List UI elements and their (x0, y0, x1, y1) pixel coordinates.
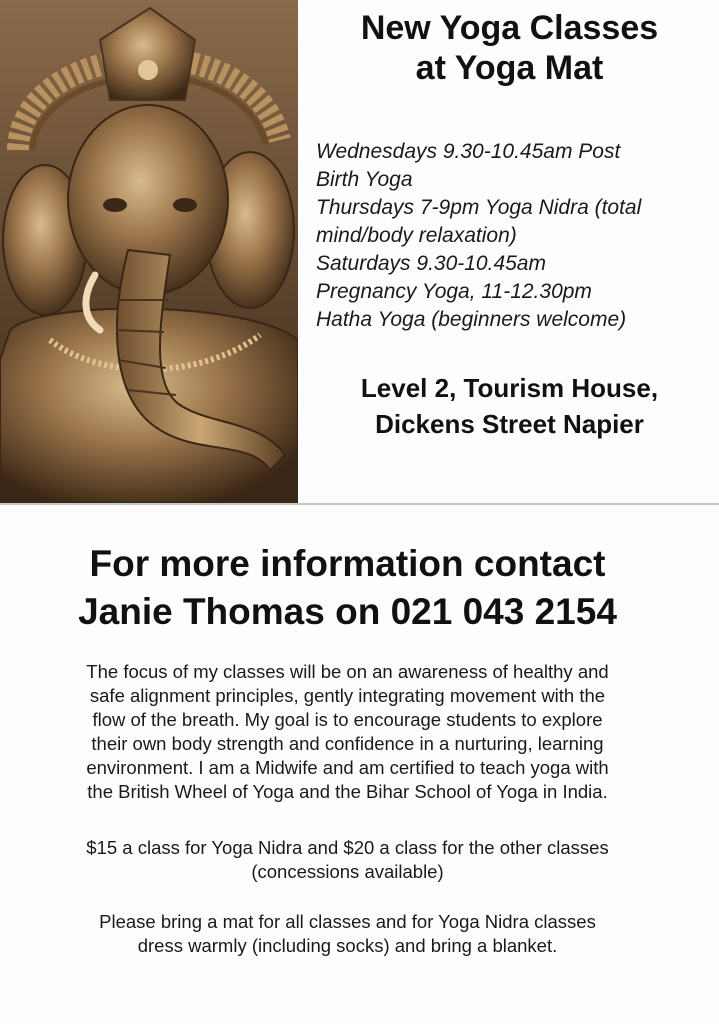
address-line-2: Dickens Street Napier (375, 409, 644, 439)
contact-line-1: For more information contact (89, 543, 606, 584)
schedule-line: Birth Yoga (316, 168, 413, 191)
schedule-line: Thursdays 7-9pm Yoga Nidra (total (316, 196, 642, 219)
address-line-1: Level 2, Tourism House, (360, 373, 659, 403)
about-line: environment. I am a Midwife and am certified to teach yoga with (86, 757, 609, 778)
pricing-line: (concessions available) (251, 861, 444, 882)
bring-line: dress warmly (including socks) and bring a blanket. (137, 935, 558, 956)
venue-address (300, 370, 719, 442)
contact-heading (0, 540, 695, 636)
bring-line: Please bring a mat for all classes and for Yoga Nidra classes (99, 911, 596, 932)
pricing-line: $15 a class for Yoga Nidra and $20 a class for the other classes (86, 837, 609, 858)
pricing-paragraph (20, 836, 675, 884)
cut-line-divider (0, 503, 719, 505)
contact-line-2: Janie Thomas on 021 043 2154 (78, 591, 617, 632)
ganesha-illustration (0, 0, 298, 503)
about-line: The focus of my classes will be on an awareness of healthy and (86, 661, 609, 682)
page-title (300, 8, 719, 88)
schedule-line: Pregnancy Yoga, 11-12.30pm (316, 280, 592, 303)
class-details-panel (300, 0, 719, 503)
about-line: their own body strength and confidence in a nurturing, learning (91, 733, 604, 754)
bring-items-paragraph (20, 910, 675, 958)
about-line: the British Wheel of Yoga and the Bihar School of Yoga in India. (87, 781, 608, 802)
schedule-line: Wednesdays 9.30-10.45am Post (316, 140, 621, 163)
about-line: flow of the breath. My goal is to encourage students to explore (92, 709, 603, 730)
title-line-2: at Yoga Mat (415, 49, 604, 87)
about-paragraph (20, 660, 675, 804)
about-line: safe alignment principles, gently integrating movement with the (89, 685, 606, 706)
title-line-1: New Yoga Classes (360, 9, 659, 47)
schedule-line: mind/body relaxation) (316, 224, 517, 247)
schedule-line: Hatha Yoga (beginners welcome) (316, 308, 627, 331)
ganesha-statue-photo (0, 0, 298, 503)
class-schedule (316, 138, 711, 334)
schedule-line: Saturdays 9.30-10.45am (316, 252, 546, 275)
